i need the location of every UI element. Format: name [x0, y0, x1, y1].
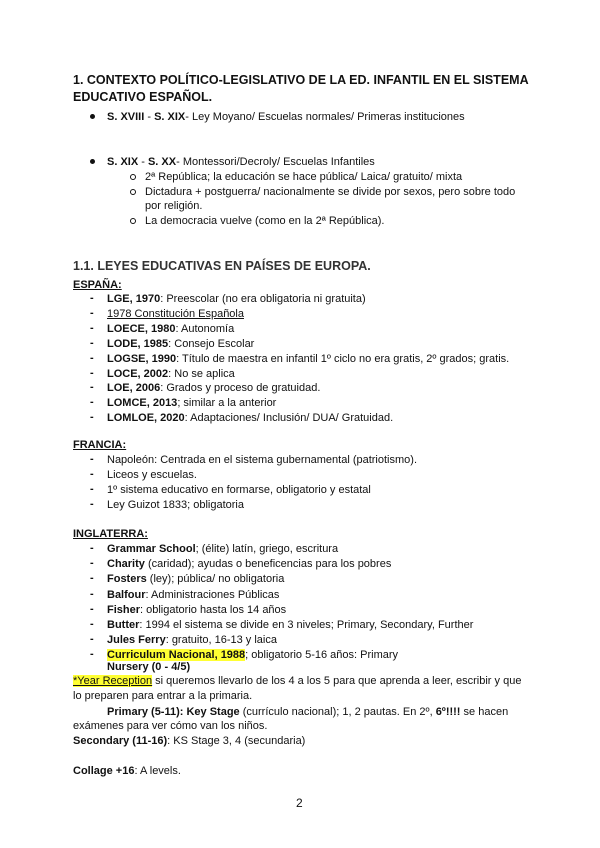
list-item: Napoleón: Centrada en el sistema gubernamental (patriotismo).: [107, 454, 417, 466]
list-item: Liceos y escuelas.: [107, 469, 197, 481]
dash-marker: -: [90, 602, 94, 615]
section-heading: 1. CONTEXTO POLÍTICO-LEGISLATIVO DE LA ED. INFANTIL EN EL SISTEMA EDUCATIVO ESPAÑOL.: [73, 73, 529, 104]
sub-item: 2ª República; la educación se hace pública/ Laica/ gratuito/ mixta: [145, 171, 463, 183]
dash-marker: -: [90, 468, 94, 480]
sub-bullet-icon: [130, 189, 136, 195]
dash-marker: -: [90, 648, 94, 661]
list-item: LGE, 1970: Preescolar (no era obligatoria ni gratuita): [107, 293, 366, 305]
subsection-heading: 1.1. LEYES EDUCATIVAS EN PAÍSES DE EUROPA.: [73, 259, 371, 273]
dash-marker: -: [90, 633, 94, 646]
nursery-line: Nursery (0 - 4/5): [107, 661, 191, 673]
list-item: Curriculum Nacional, 1988; obligatorio 5-16 años: Primary: [107, 649, 399, 662]
list-item: LOMCE, 2013; similar a la anterior: [107, 397, 277, 410]
sub-item-cont: por religión.: [145, 200, 203, 212]
list-item: LOECE, 1980: Autonomía: [107, 322, 235, 335]
bullet-icon: [90, 114, 95, 119]
page-number: 2: [296, 796, 303, 810]
primary-line: Primary (5-11): Key Stage (currículo nacional); 1, 2 pautas. En 2º, 6º!!!! se hacen: [107, 706, 509, 718]
country-title-francia: FRANCIA:: [73, 439, 127, 451]
dash-marker: -: [90, 306, 94, 319]
collage-line: Collage +16: A levels.: [73, 765, 181, 777]
list-item: LOGSE, 1990: Título de maestra en infantil 1º ciclo no era gratis, 2º grados; gratis.: [107, 352, 510, 365]
list-item: Fosters (ley); pública/ no obligatoria: [107, 573, 285, 586]
list-item: LOCE, 2002: No se aplica: [107, 367, 235, 380]
dash-marker: -: [90, 396, 94, 409]
dash-marker: -: [90, 453, 94, 465]
dash-marker: -: [90, 498, 94, 510]
list-item: LODE, 1985: Consejo Escolar: [107, 337, 255, 350]
list-item: 1º sistema educativo en formarse, obligatorio y estatal: [107, 484, 371, 496]
primary-cont: exámenes para ver cómo van los niños.: [73, 720, 268, 732]
dash-marker: -: [90, 557, 94, 570]
dash-marker: -: [90, 618, 94, 630]
country-title-espana: ESPAÑA:: [73, 279, 122, 291]
secondary-line: Secondary (11-16): KS Stage 3, 4 (secundaria): [73, 735, 306, 747]
bullet-icon: [90, 159, 95, 164]
sub-bullet-icon: [130, 218, 136, 224]
dash-marker: -: [90, 381, 94, 394]
dash-marker: -: [90, 483, 94, 495]
list-item: LOMLOE, 2020: Adaptaciones/ Inclusión/ DUA/ Gratuidad.: [107, 412, 394, 425]
list-item: Grammar School; (élite) latín, griego, escritura: [107, 543, 339, 555]
list-item: Balfour: Administraciones Públicas: [107, 588, 280, 601]
bullet-item: S. XIX - S. XX- Montessori/Decroly/ Escuelas Infantiles: [107, 156, 375, 168]
dash-marker: -: [90, 587, 94, 600]
list-item: Charity (caridad); ayudas o beneficencias para los pobres: [107, 558, 392, 571]
dash-marker: -: [90, 542, 94, 554]
bullet-item: S. XVIII - S. XIX- Ley Moyano/ Escuelas normales/ Primeras instituciones: [107, 111, 465, 123]
list-item: Jules Ferry: gratuito, 16-13 y laica: [107, 634, 277, 647]
dash-marker: -: [90, 336, 94, 349]
dash-marker: -: [90, 321, 94, 334]
sub-item: Dictadura + postguerra/ nacionalmente se divide por sexos, pero sobre todo: [145, 186, 516, 198]
list-item: Fisher: obligatorio hasta los 14 años: [107, 603, 287, 616]
list-item: Butter: 1994 el sistema se divide en 3 niveles; Primary, Secondary, Further: [107, 619, 474, 631]
country-title-inglaterra: INGLATERRA:: [73, 528, 148, 540]
dash-marker: -: [90, 411, 94, 424]
sub-item: La democracia vuelve (como en la 2ª República).: [145, 215, 385, 227]
dash-marker: -: [90, 351, 94, 364]
list-item: 1978 Constitución Española: [107, 307, 244, 320]
year-reception-cont: lo preparen para entrar a la primaria.: [73, 690, 253, 702]
year-reception-line: *Year Reception si queremos llevarlo de los 4 a los 5 para que aprenda a leer, escribir y que: [73, 675, 522, 687]
dash-marker: -: [90, 366, 94, 379]
list-item: LOE, 2006: Grados y proceso de gratuidad.: [107, 382, 321, 395]
list-item: Ley Guizot 1833; obligatoria: [107, 499, 244, 511]
dash-marker: -: [90, 292, 94, 304]
sub-bullet-icon: [130, 174, 136, 180]
dash-marker: -: [90, 572, 94, 585]
